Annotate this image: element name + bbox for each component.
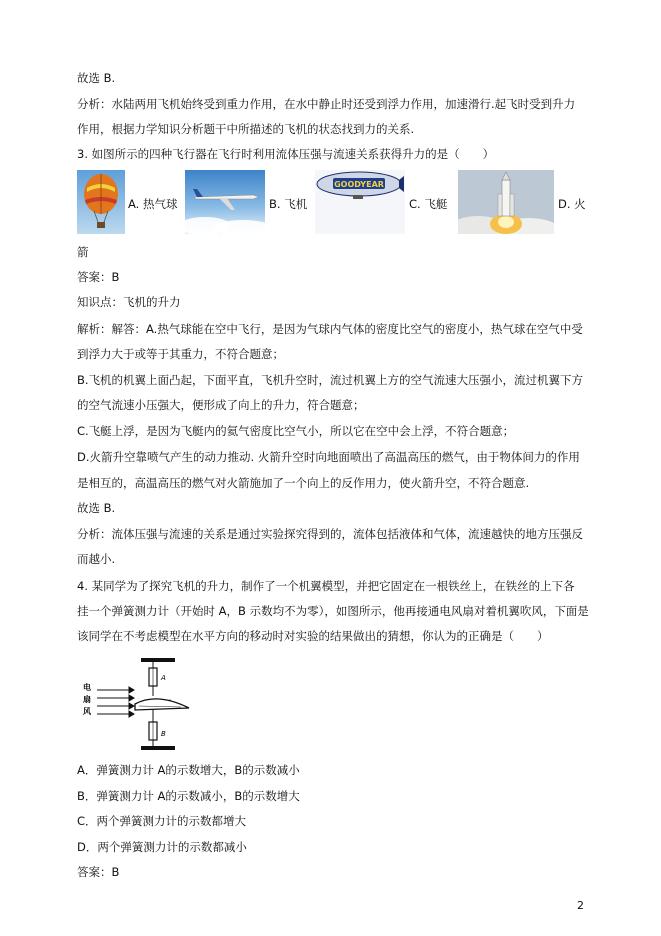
wing-model-diagram (77, 656, 197, 752)
text-line: B.飞机的机翼上面凸起，下面平直，飞机升空时，流过机翼上方的空气流速大压强小，流过机翼下方 (77, 373, 584, 387)
text-line: 到浮力大于或等于其重力，不符合题意； (77, 347, 284, 361)
text-line: 解析：解答：A.热气球能在空中飞行，是因为气球内气体的密度比空气的密度小，热气球在空气中受 (77, 322, 583, 336)
rocket-image (458, 170, 554, 234)
option-d-label: D. 火 (558, 197, 586, 211)
blimp-logo-text: GOODYEAR (334, 180, 384, 189)
text-line: 的空气流速小压强大，便形成了向上的升力，符合题意； (77, 398, 365, 412)
option-c-label: C. 飞艇 (409, 197, 448, 211)
q4-option-b: B．弹簧测力计 A的示数减小，B的示数增大 (77, 789, 300, 803)
option-a-label: A. 热气球 (128, 197, 178, 211)
answer-line: 答案：B (77, 270, 120, 284)
fan-label-2: 扇 (83, 695, 91, 704)
text-line: D.火箭升空靠喷气产生的动力推动. 火箭升空时向地面喷出了高温高压的燃气，由于物体间力的作用 (77, 450, 580, 464)
airplane-image (185, 170, 265, 234)
wind-arrows (97, 687, 134, 717)
spring-b-label: B (161, 730, 166, 738)
text-line: 挂一个弹簧测力计（开始时 A，B 示数均不为零），如图所示，他再接通电风扇对着机翼吹风，下面是 (77, 604, 589, 618)
option-b-label: B. 飞机 (269, 197, 308, 211)
fan-label-3: 风 (83, 707, 91, 716)
hot-air-balloon-image (77, 170, 125, 234)
page-number: 2 (577, 899, 584, 912)
text-line: C.飞艇上浮，是因为飞艇内的氦气密度比空气小，所以它在空中会上浮，不符合题意； (77, 424, 515, 438)
wing-model (135, 699, 189, 710)
q4-option-d: D．两个弹簧测力计的示数都减小 (77, 840, 247, 854)
text-line: 故选 B. (77, 501, 116, 515)
q4-option-a: A．弹簧测力计 A的示数增大，B的示数减小 (77, 763, 300, 777)
text-line: 分析：水陆两用飞机始终受到重力作用，在水中静止时还受到浮力作用，加速滑行.起飞时受到升力 (77, 97, 576, 111)
q4-option-c: C．两个弹簧测力计的示数都增大 (77, 814, 247, 828)
text-line: 故选 B. (77, 71, 116, 85)
question-4-stem: 4. 某同学为了探究飞机的升力，制作了一个机翼模型，并把它固定在一根铁丝上，在铁丝的上下各 (77, 579, 575, 593)
text-line: 而越小. (77, 552, 116, 566)
text-line: 作用，根据力学知识分析题干中所描述的飞机的状态找到力的关系. (77, 122, 415, 136)
blimp-image (315, 170, 405, 234)
spring-a-label: A (161, 674, 166, 682)
knowledge-point: 知识点：飞机的升力 (77, 295, 181, 309)
text-line: 该同学在不考虑模型在水平方向的移动时对实验的结果做出的猜想，你认为的正确是（ ） (77, 629, 549, 643)
fan-label-1: 电 (83, 683, 91, 692)
q4-answer: 答案：B (77, 865, 120, 879)
question-3-stem: 3. 如图所示的四种飞行器在飞行时利用流体压强与流速关系获得升力的是（ ） (77, 147, 495, 161)
option-d-continued: 箭 (77, 245, 89, 259)
text-line: 分析：流体压强与流速的关系是通过实验探究得到的，流体包括液体和气体，流速越快的地方压强反 (77, 527, 583, 541)
text-line: 是相互的，高温高压的燃气对火箭施加了一个向上的反作用力，使火箭升空，不符合题意. (77, 476, 530, 490)
